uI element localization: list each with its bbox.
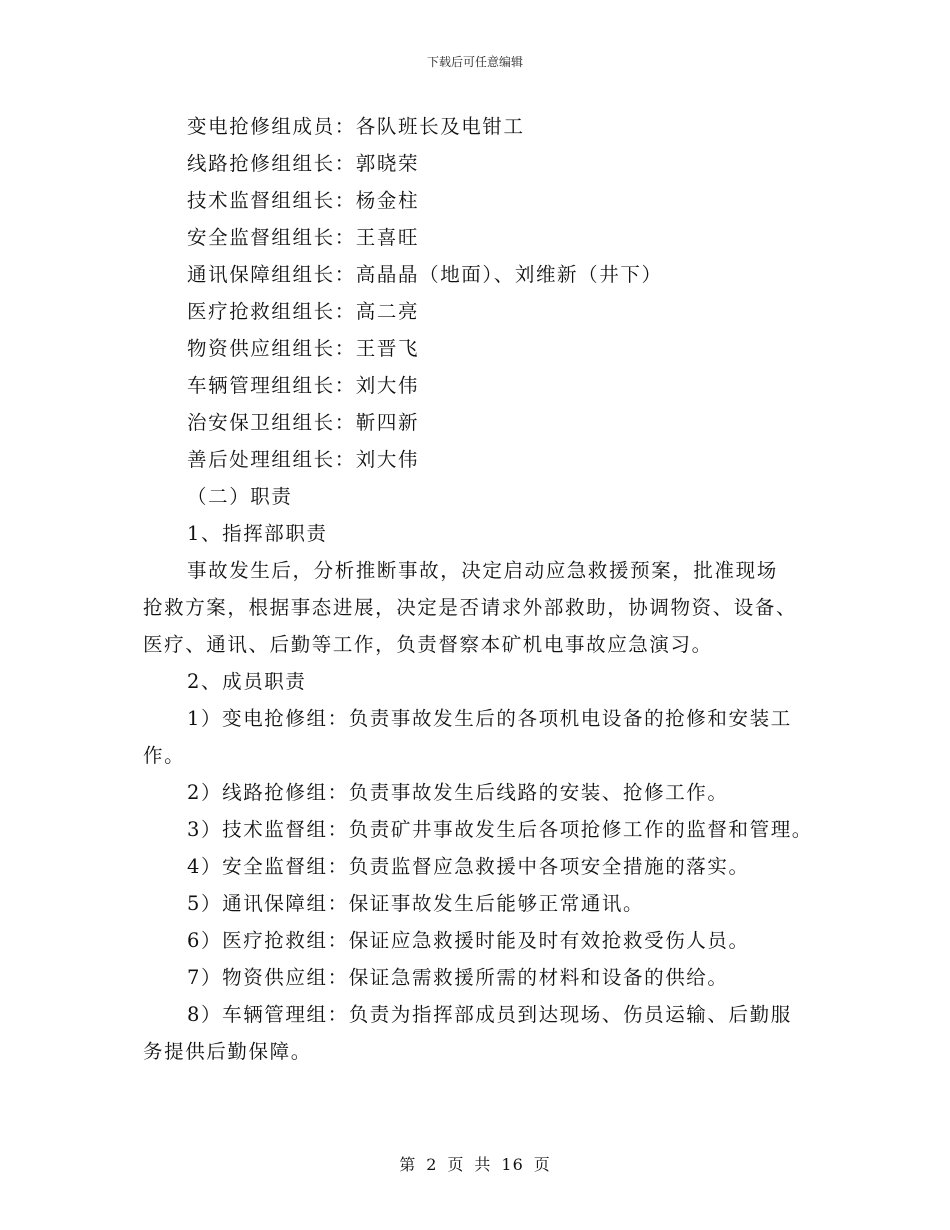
paragraph-line: 车辆管理组组长：刘大伟 bbox=[187, 374, 420, 397]
page-header: 下载后可任意编辑 bbox=[426, 55, 523, 69]
page-label: 第 bbox=[399, 1155, 417, 1174]
section-heading: （二）职责 bbox=[187, 485, 293, 508]
paragraph-line: 抢救方案，根据事态进展，决定是否请求外部救助，协调物资、设备、 bbox=[143, 596, 798, 619]
paragraph-line: 6）医疗抢救组：保证应急救援时能及时有效抢救受伤人员。 bbox=[187, 929, 750, 952]
paragraph-line: 事故发生后，分析推断事故，决定启动应急救援预案，批准现场 bbox=[187, 559, 778, 582]
paragraph-line: 2）线路抢修组：负责事故发生后线路的安装、抢修工作。 bbox=[187, 781, 729, 804]
total-label: 共 bbox=[474, 1155, 492, 1174]
paragraph-line: 1）变电抢修组：负责事故发生后的各项机电设备的抢修和安装工 bbox=[187, 707, 792, 730]
paragraph-line: 医疗、通讯、后勤等工作，负责督察本矿机电事故应急演习。 bbox=[143, 633, 713, 656]
paragraph-line: 变电抢修组成员：各队班长及电钳工 bbox=[187, 115, 525, 138]
paragraph-line: 通讯保障组组长：高晶晶（地面）、刘维新（井下） bbox=[187, 263, 663, 286]
paragraph-line: 安全监督组组长：王喜旺 bbox=[187, 226, 420, 249]
paragraph-line: 物资供应组组长：王晋飞 bbox=[187, 337, 420, 360]
paragraph-line: 线路抢修组组长：郭晓荣 bbox=[187, 152, 420, 175]
paragraph-line: 务提供后勤保障。 bbox=[143, 1040, 312, 1063]
paragraph-line: 作。 bbox=[143, 744, 186, 767]
subsection-heading: 1、指挥部职责 bbox=[187, 522, 328, 545]
paragraph-line: 8）车辆管理组：负责为指挥部成员到达现场、伤员运输、后勤服 bbox=[187, 1003, 792, 1026]
paragraph-line: 治安保卫组组长：靳四新 bbox=[187, 411, 420, 434]
page-number: 2 bbox=[426, 1155, 438, 1174]
page-footer bbox=[0, 1152, 950, 1175]
paragraph-line: 善后处理组组长：刘大伟 bbox=[187, 448, 420, 471]
page-word: 页 bbox=[447, 1155, 465, 1174]
paragraph-line: 7）物资供应组：保证急需救援所需的材料和设备的供给。 bbox=[187, 966, 729, 989]
paragraph-line: 技术监督组组长：杨金柱 bbox=[187, 189, 420, 212]
total-pages: 16 bbox=[501, 1155, 524, 1174]
paragraph-line: 3）技术监督组：负责矿井事故发生后各项抢修工作的监督和管理。 bbox=[187, 818, 813, 841]
paragraph-line: 医疗抢救组组长：高二亮 bbox=[187, 300, 420, 323]
paragraph-line: 5）通讯保障组：保证事故发生后能够正常通讯。 bbox=[187, 892, 645, 915]
total-word: 页 bbox=[533, 1155, 551, 1174]
document-body bbox=[143, 108, 833, 1070]
subsection-heading: 2、成员职责 bbox=[187, 670, 307, 693]
paragraph-line: 4）安全监督组：负责监督应急救援中各项安全措施的落实。 bbox=[187, 855, 750, 878]
